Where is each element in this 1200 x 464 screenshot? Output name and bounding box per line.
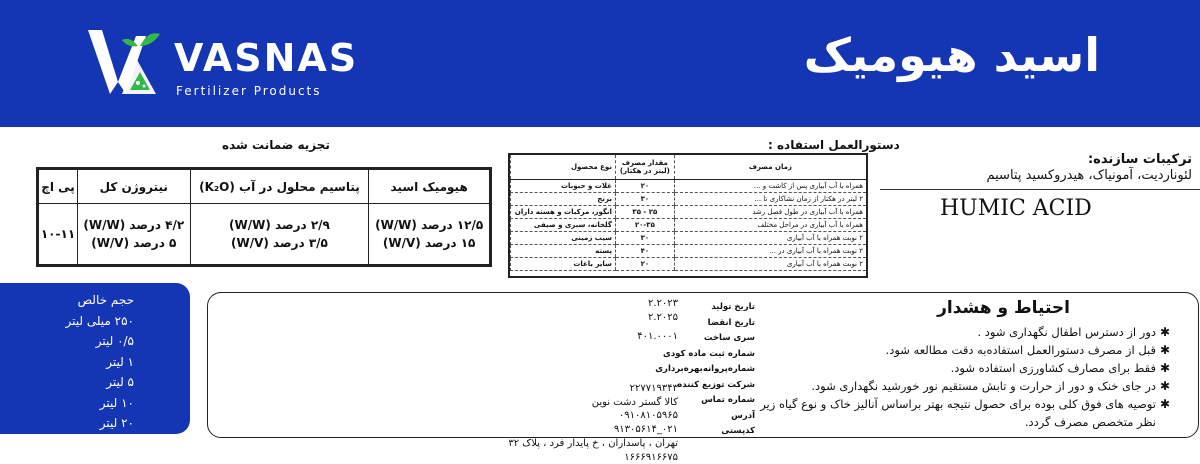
analysis-header-potassium: پتاسیم محلول در آب (K₂O)	[190, 170, 369, 204]
brand-name: VASNAS	[174, 36, 358, 80]
table-row	[511, 205, 867, 218]
registration-label: شماره ثبت ماده کودی	[665, 347, 755, 363]
phone-label: شماره تماس	[665, 393, 755, 409]
postal-code-value: ۱۶۶۶۹۱۶۶۷۵	[420, 451, 678, 464]
license-label: شماره‌پروانه‌بهره‌برداری	[665, 362, 755, 378]
list-item	[750, 359, 1170, 377]
brand-logo	[88, 18, 348, 108]
address-value: تهران ، پاسداران ، خ پایدار فرد ، پلاک ۳۲	[420, 437, 678, 451]
usage-crop: انگور، مرکبات و هسته داران	[511, 205, 616, 218]
usage-time: همراه با آب آبیاری در مراحل مختلف	[674, 218, 866, 231]
asterisk-bullet-icon: ✱	[1160, 323, 1170, 341]
table-row	[511, 179, 867, 192]
volume-item: ۵ لیتر	[0, 372, 134, 393]
table-row	[511, 192, 867, 205]
distributor-value: کالا گستر دشت نوین	[420, 396, 678, 410]
usage-crop: پسته	[511, 244, 616, 257]
usage-crop: سایر باغات	[511, 257, 616, 270]
analysis-value: ۲/۹ درصد (W/W)	[191, 218, 369, 232]
production-date-label: تاریخ تولید	[665, 300, 755, 316]
usage-crop: غلات و حبوبات	[511, 179, 616, 192]
table-row	[511, 257, 867, 270]
analysis-header-row	[39, 170, 490, 204]
analysis-cell-nitrogen	[78, 204, 191, 265]
table-row	[511, 231, 867, 244]
warning-text: فقط برای مصارف کشاورزی استفاده شود.	[951, 361, 1156, 375]
expiry-date-label: تاریخ انقضا	[665, 316, 755, 332]
usage-crop: گلخانه، سبزی و صیفی	[511, 218, 616, 231]
usage-header-time: زمان مصرف	[674, 155, 866, 179]
production-values	[420, 297, 678, 464]
phone-value-2: ۰۲۱_۹۱۳۰۵۶۱۴	[420, 423, 678, 437]
flask-logo-icon	[88, 28, 168, 98]
analysis-header-humic: هیومیک اسید	[369, 170, 490, 204]
volume-item: ۲۰ لیتر	[0, 413, 134, 434]
table-row	[39, 204, 490, 265]
phone-value-1: ۰۹۱۰۸۱۰۵۹۶۵	[420, 409, 678, 423]
address-label: آدرس	[665, 409, 755, 425]
list-item	[750, 323, 1170, 341]
usage-label: دستورالعمل استفاده :	[768, 138, 900, 152]
net-volume-title: حجم خالص	[0, 290, 134, 311]
net-volume-panel	[0, 283, 190, 434]
usage-time: ۲ نوبت همراه با آب آبیاری	[674, 231, 866, 244]
analysis-table	[36, 167, 492, 267]
usage-time: ۲ نوبت همراه با آب آبیاری در ...	[674, 244, 866, 257]
analysis-cell-humic	[369, 204, 490, 265]
analysis-header-nitrogen: نیتروژن کل	[78, 170, 191, 204]
postal-code-label: کدپستی	[665, 424, 755, 440]
usage-header-crop: نوع محصول	[511, 155, 616, 179]
usage-amount: ۲۵ - ۳۵	[615, 205, 674, 218]
usage-crop: سیب زمینی	[511, 231, 616, 244]
usage-amount: ۲۰	[615, 257, 674, 270]
usage-amount: ۴۰	[615, 244, 674, 257]
registration-value: ۲۲۷۷۱۹۳۴۳	[420, 382, 678, 396]
analysis-label: تجزیه ضمانت شده	[222, 138, 330, 152]
volume-item: ۲۵۰ میلی لیتر	[0, 311, 134, 332]
table-row	[511, 244, 867, 257]
analysis-value: ۱۲/۵ درصد (W/W)	[369, 218, 489, 232]
usage-time: ۲ لیتر در هکتار از زمان نشاکاری تا ...	[674, 192, 866, 205]
usage-crop: برنج	[511, 192, 616, 205]
usage-time: همراه با آب آبیاری در طول فصل رشد	[674, 205, 866, 218]
table-row	[511, 218, 867, 231]
analysis-value: ۴/۲ درصد (W/W)	[78, 218, 190, 232]
warning-text: در جای خنک و دور از حرارت و تابش مستقیم نور خورشید نگهداری شود.	[811, 379, 1156, 393]
composition-value: لئوناردیت، آمونیاک، هیدروکسید پتاسیم	[862, 168, 1192, 183]
product-name-en: HUMIC ACID	[880, 192, 1200, 222]
asterisk-bullet-icon: ✱	[1160, 359, 1170, 377]
production-labels	[665, 300, 755, 440]
list-item	[750, 377, 1170, 395]
header-banner	[0, 0, 1200, 127]
warnings-list	[750, 323, 1170, 431]
asterisk-bullet-icon: ✱	[1160, 377, 1170, 395]
usage-time: همراه با آب آبیاری پس از کاشت و ...	[674, 179, 866, 192]
usage-amount: ۳۰	[615, 231, 674, 244]
list-item	[750, 395, 1170, 431]
product-title: اسید هیومیک	[804, 28, 1100, 82]
warning-text: توصیه های فوق کلی بوده برای حصول نتیجه بهتر براساس آنالیز خاک و نوع گیاه زیر نظر متخصص مصرف گردد.	[760, 397, 1156, 429]
warning-text: قبل از مصرف دستورالعمل استفاده‌به دقت مطالعه شود.	[886, 343, 1156, 357]
analysis-cell-potassium	[190, 204, 369, 265]
usage-amount: ۲۰	[615, 179, 674, 192]
distributor-label: شرکت توزیع کننده	[665, 378, 755, 394]
usage-header-row	[511, 155, 867, 179]
production-date-value: ۲.۲۰۲۳	[420, 297, 678, 311]
composition-divider	[880, 189, 1200, 190]
brand-subtitle: Fertilizer Products	[176, 84, 322, 98]
analysis-value: ۳/۵ درصد (W/V)	[191, 236, 369, 250]
batch-label: سری ساخت	[665, 331, 755, 347]
batch-value: ۴۰۱.۰۰۰۱	[420, 330, 678, 344]
usage-table	[508, 153, 868, 278]
analysis-value: ۵ درصد (W/V)	[78, 236, 190, 250]
usage-header-amount: مقدار مصرف (لیتر در هکتار)	[615, 155, 674, 179]
list-item	[750, 341, 1170, 359]
usage-amount: ۲۰-۳۵	[615, 218, 674, 231]
usage-time: ۲ نوبت همراه با آب آبیاری	[674, 257, 866, 270]
header-divider	[0, 127, 1200, 130]
analysis-cell-ph	[39, 204, 78, 265]
volume-item: ۱۰ لیتر	[0, 393, 134, 414]
analysis-value: ۱۵ درصد (W/V)	[369, 236, 489, 250]
analysis-value: ۱۰-۱۱	[39, 227, 77, 241]
asterisk-bullet-icon: ✱	[1160, 395, 1170, 413]
volume-item: ۱ لیتر	[0, 352, 134, 373]
warnings-title: احتیاط و هشدار	[937, 298, 1070, 318]
analysis-header-ph: پی اچ	[39, 170, 78, 204]
asterisk-bullet-icon: ✱	[1160, 341, 1170, 359]
expiry-date-value: ۲.۲۰۲۵	[420, 311, 678, 325]
volume-item: ۰/۵ لیتر	[0, 331, 134, 352]
warning-text: دور از دسترس اطفال نگهداری شود .	[977, 325, 1156, 339]
composition-label: ترکیبات سازنده:	[1088, 152, 1192, 167]
usage-amount: ۳۰	[615, 192, 674, 205]
